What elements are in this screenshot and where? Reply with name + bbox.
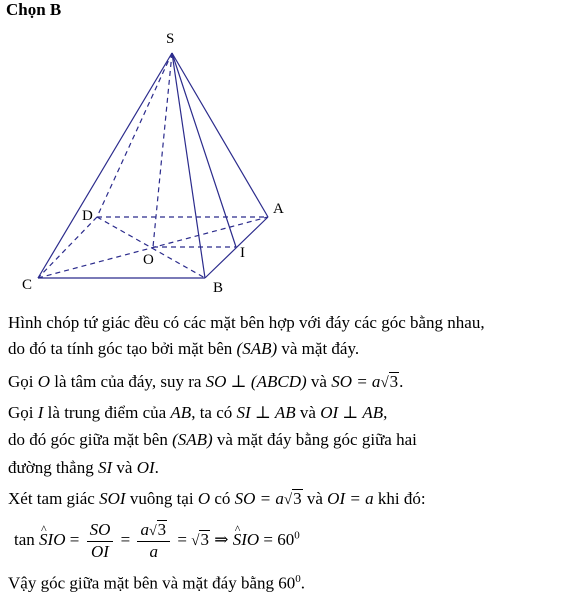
edge-SI xyxy=(172,53,236,247)
answer-heading: Chọn B xyxy=(6,0,62,19)
label-C: C xyxy=(22,277,33,293)
edge-SC xyxy=(38,53,172,278)
edge-SB xyxy=(172,53,205,278)
label-S: S xyxy=(166,31,175,47)
paragraph-5: đường thẳng SI và OI. xyxy=(8,458,159,477)
paragraph-3: Gọi I là trung điểm của AB, ta có SI ⊥ AB và OI ⊥ AB, xyxy=(8,403,388,422)
edge-SA xyxy=(172,53,268,217)
fraction-a-sqrt3-over-a: $\frac{a√3}{a}$ xyxy=(137,520,170,562)
label-O: O xyxy=(143,252,154,268)
edge-SO xyxy=(153,53,172,247)
conclusion: Vậy góc giữa mặt bên và mặt đáy bằng $60^0$. xyxy=(8,573,306,593)
paragraph-6: Xét tam giác SOI vuông tại O có SO = a√3 và OI = a khi đó: xyxy=(8,489,426,508)
paragraph-2: Gọi O là tâm của đáy, suy ra SO ⊥ (ABCD) và SO = a√3. xyxy=(8,372,404,391)
label-D: D xyxy=(82,208,93,224)
label-B: B xyxy=(213,280,224,296)
label-I: I xyxy=(240,245,245,261)
paragraph-4: do đó góc giữa mặt bên (SAB) và mặt đáy bằng góc giữa hai xyxy=(8,430,417,449)
edge-BA xyxy=(205,217,268,278)
label-A: A xyxy=(273,201,284,217)
paragraph-1-line-1: Hình chóp tứ giác đều có các mặt bên hợp với đáy các góc bằng nhau, xyxy=(8,313,485,332)
fraction-SO-OI: $\frac{SO}{OI}$ xyxy=(87,520,114,562)
equation-tan: tan ^ SIO = $\frac{SO}{OI}$ = $\frac{a√3}{a}$ = √3 ⇒ ^ SIO = $60^0$ xyxy=(14,520,300,562)
edge-SD xyxy=(97,53,172,217)
edge-DC xyxy=(38,217,97,278)
paragraph-1-line-2: do đó ta tính góc tạo bởi mặt bên (SAB) và mặt đáy. xyxy=(8,339,360,358)
